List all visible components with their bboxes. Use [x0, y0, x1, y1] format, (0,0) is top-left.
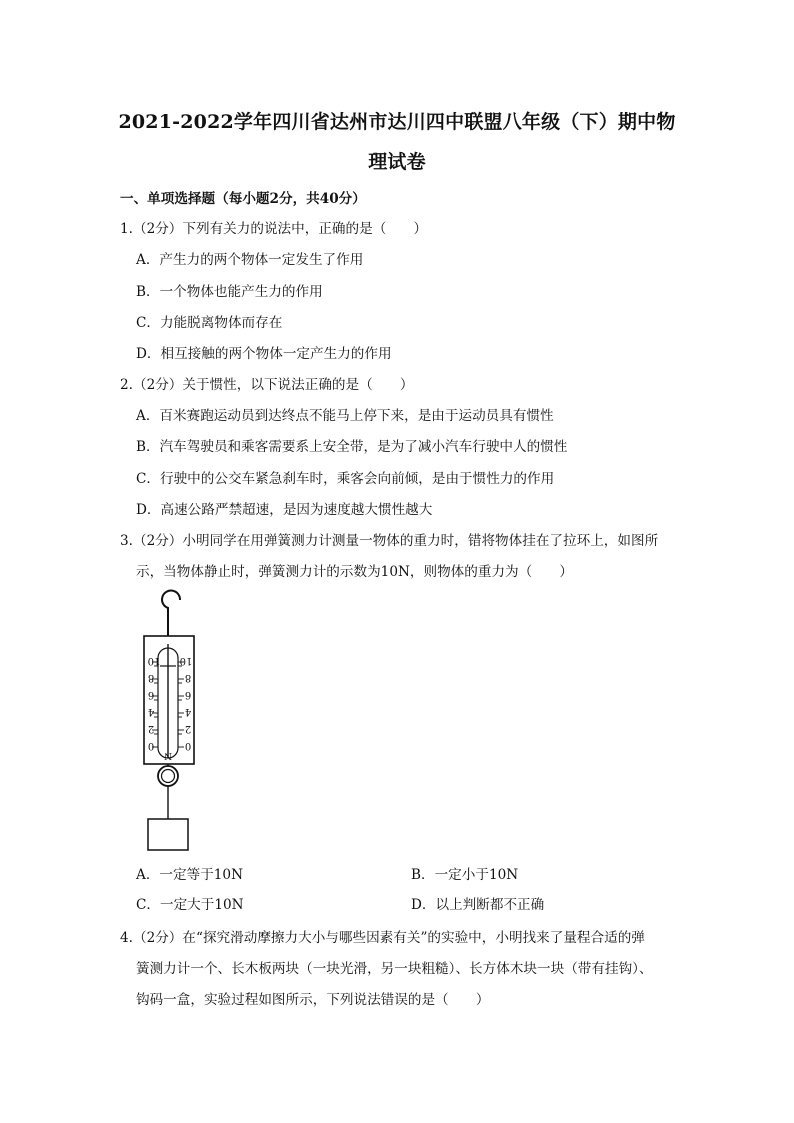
question-3-option-c: C．一定大于10N [136, 897, 244, 913]
section-heading: 一、单项选择题（每小题2分，共40分） [120, 191, 366, 207]
question-2-option-d: D．高速公路严禁超速，是因为速度越大惯性越大 [136, 502, 433, 518]
scale-label-left: 6 [147, 689, 155, 700]
question-3-stem-line2: 示，当物体静止时，弹簧测力计的示数为10N，则物体的重力为（ ） [136, 564, 574, 580]
scale-label-right: 4 [184, 706, 192, 717]
question-1-stem: 1.（2分）下列有关力的说法中，正确的是（ ） [120, 221, 428, 237]
scale-unit-label: N [164, 750, 172, 760]
object-block [148, 819, 188, 850]
question-4-stem-line2: 簧测力计一个、长木板两块（一块光滑，另一块粗糙）、长方体木块一块（带有挂钩）、 [136, 961, 653, 977]
spring-scale-diagram [140, 586, 220, 854]
scale-label-left: 4 [147, 706, 155, 717]
question-2-stem: 2.（2分）关于惯性，以下说法正确的是（ ） [120, 377, 414, 393]
scale-label-left: 8 [147, 672, 155, 683]
question-3-option-b: B．一定小于10N [411, 867, 519, 883]
exam-title-line1: 2021-2022学年四川省达州市达川四中联盟八年级（下）期中物 [118, 111, 676, 133]
question-1-option-a: A．产生力的两个物体一定发生了作用 [136, 252, 364, 268]
exam-title-line2: 理试卷 [368, 151, 426, 173]
question-3-option-a: A．一定等于10N [136, 867, 243, 883]
question-2-option-c: C．行驶中的公交车紧急刹车时，乘客会向前倾，是由于惯性力的作用 [136, 471, 555, 487]
question-1-option-c: C．力能脱离物体而存在 [136, 315, 283, 331]
question-2-option-a: A．百米赛跑运动员到达终点不能马上停下来，是由于运动员具有惯性 [136, 408, 554, 424]
question-4-stem-line1: 4.（2分）在“探究滑动摩擦力大小与哪些因素有关”的实验中，小明找来了量程合适的弹 [120, 930, 645, 946]
question-4-stem-line3: 钩码一盒，实验过程如图所示，下列说法错误的是（ ） [136, 992, 490, 1008]
question-1-option-d: D．相互接触的两个物体一定产生力的作用 [136, 346, 392, 362]
scale-label-right: 8 [184, 672, 192, 683]
scale-label-right: 0 [184, 740, 192, 751]
question-1-option-b: B．一个物体也能产生力的作用 [136, 284, 323, 300]
question-2-option-b: B．汽车驾驶员和乘客需要系上安全带，是为了减小汽车行驶中人的惯性 [136, 439, 568, 455]
scale-label-left: 2 [147, 723, 155, 734]
question-3-option-d: D．以上判断都不正确 [411, 897, 545, 913]
scale-label-right: 2 [184, 723, 192, 734]
scale-label-left: 0 [147, 740, 155, 751]
hook-icon [162, 591, 180, 624]
scale-label-right: 6 [184, 689, 192, 700]
scale-label-left: 10 [147, 655, 161, 666]
scale-label-right: 10 [179, 655, 193, 666]
spring-scale-figure [140, 586, 220, 854]
question-3-stem-line1: 3.（2分）小明同学在用弹簧测力计测量一物体的重力时，错将物体挂在了拉环上，如图所 [120, 533, 659, 549]
